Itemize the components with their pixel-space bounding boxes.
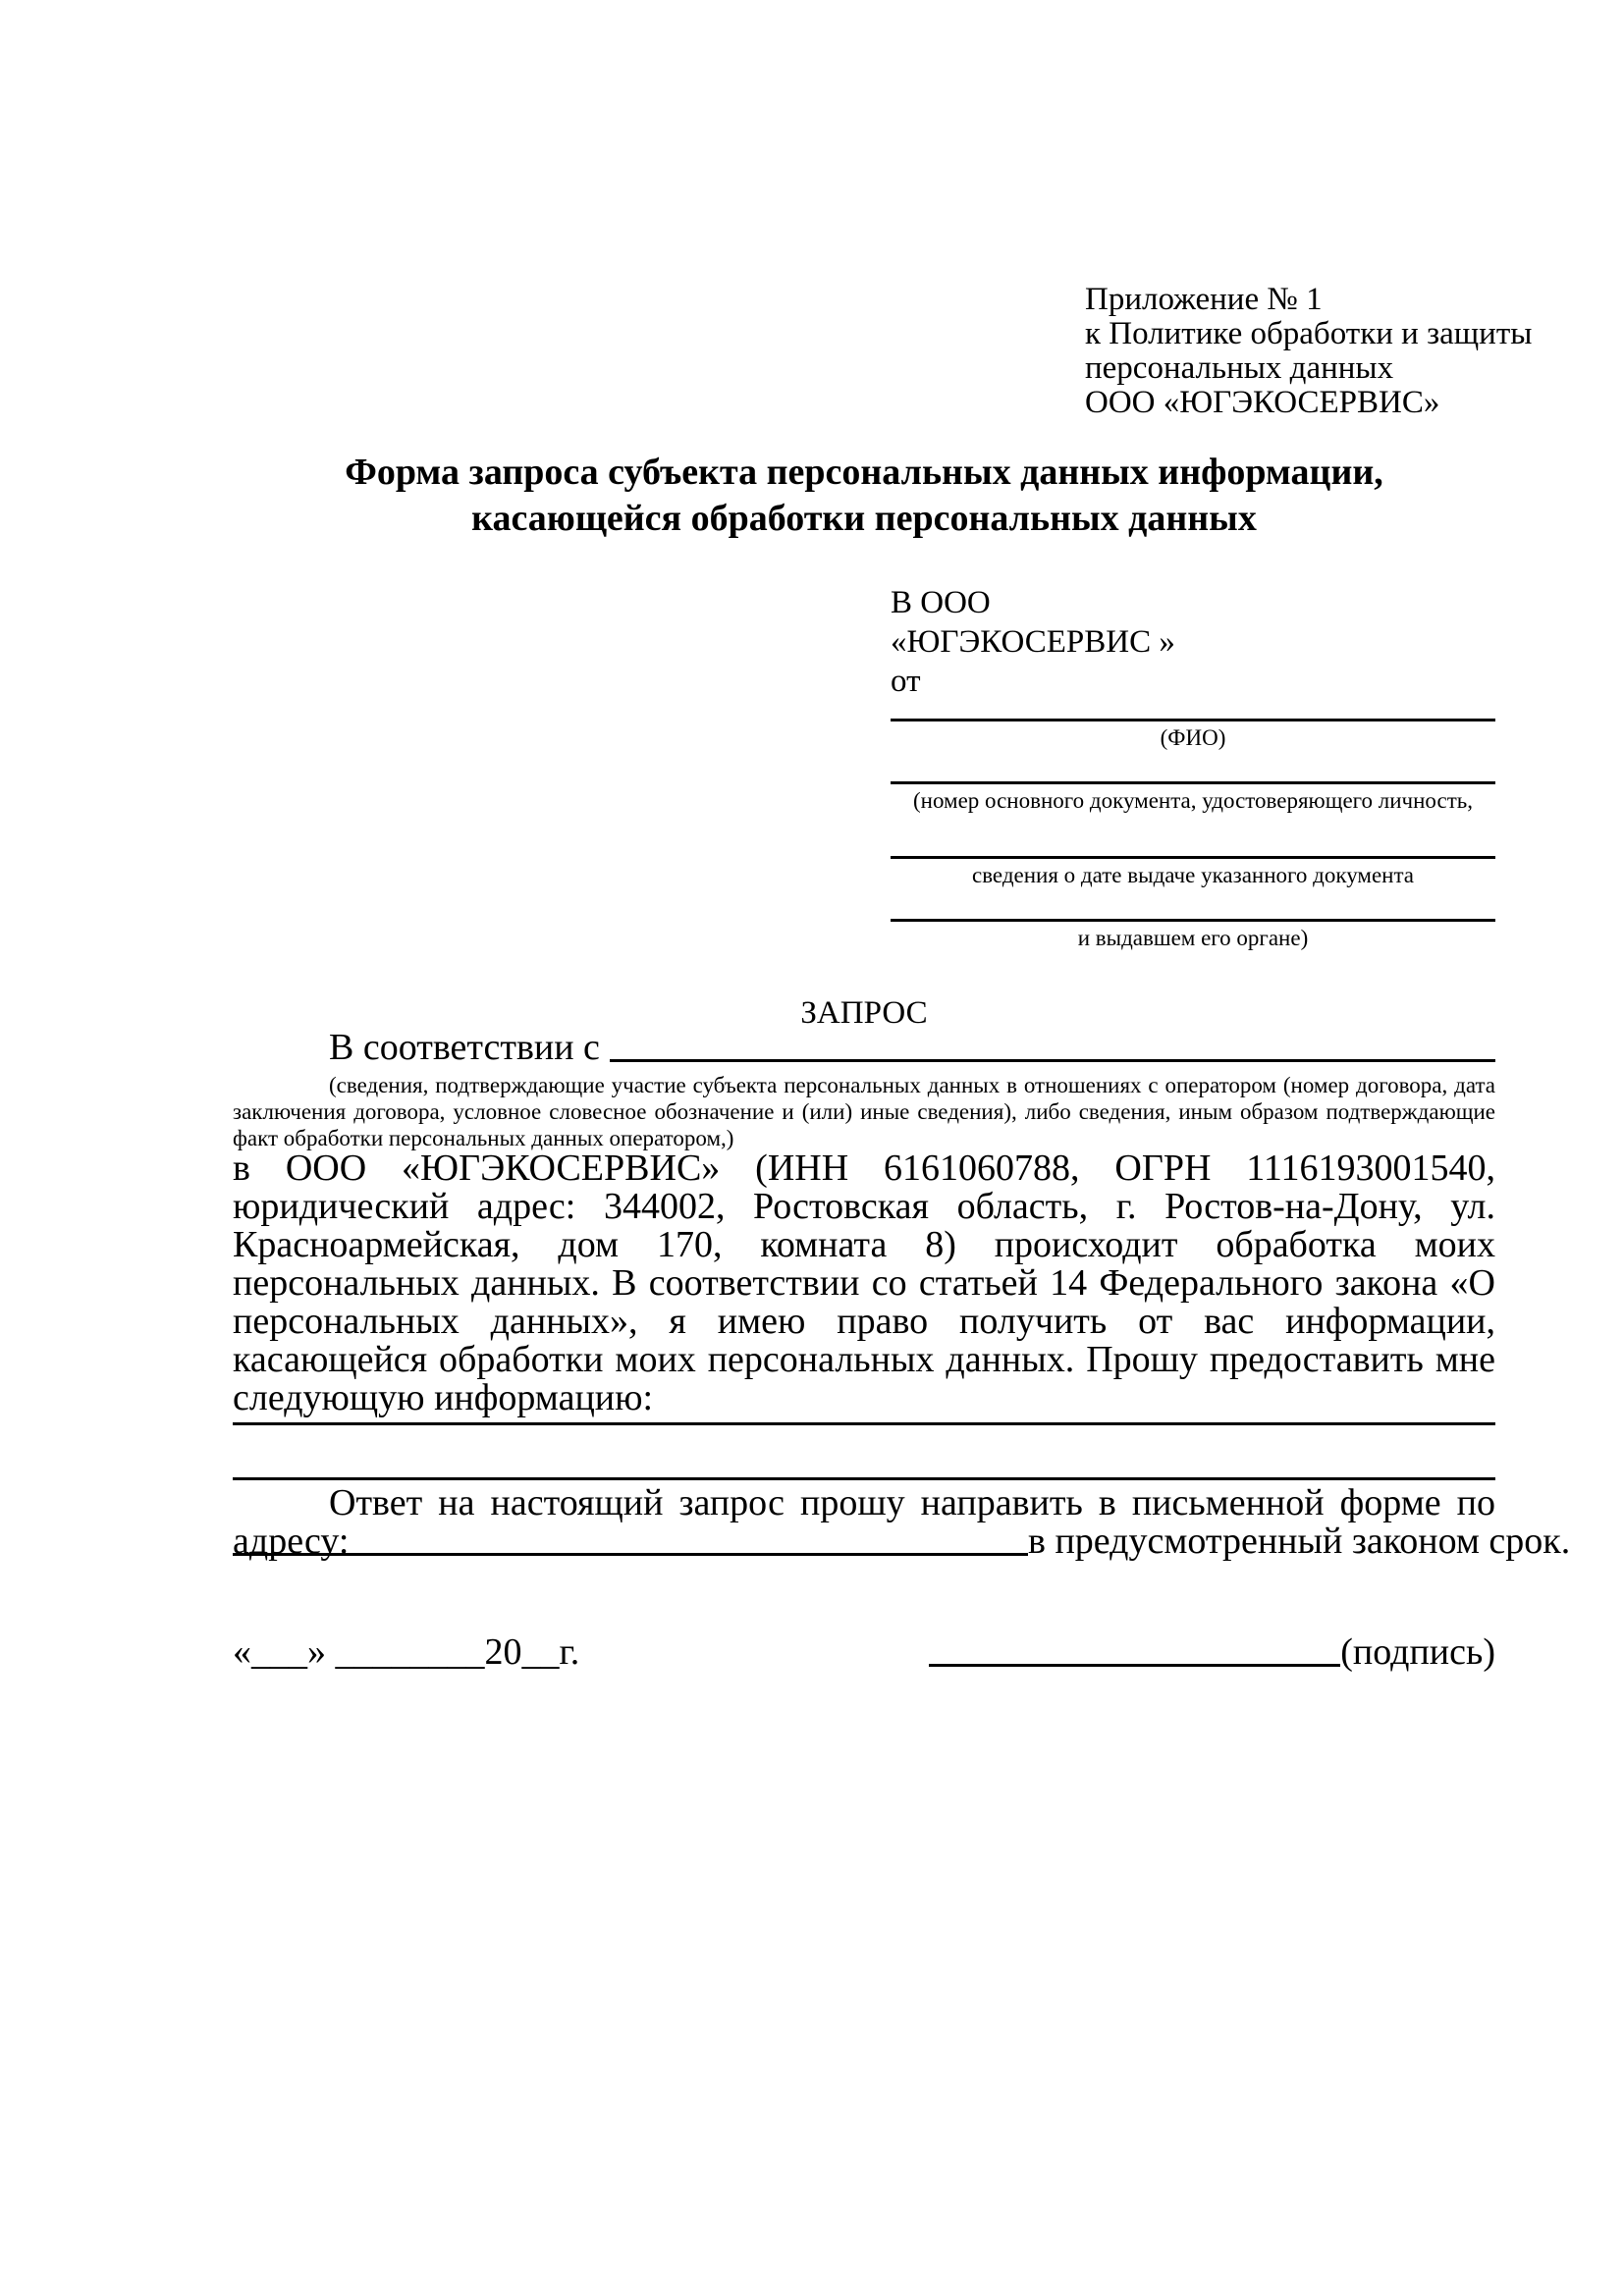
appendix-line: к Политике обработки и защиты — [1085, 316, 1533, 351]
reply-tail-text: в предусмотренный законом срок. — [1028, 1521, 1571, 1562]
document-title — [233, 450, 1495, 542]
request-lead-row — [233, 1029, 1495, 1067]
recipient-line: от — [891, 664, 921, 699]
document-title-line: Форма запроса субъекта персональных данных информации, — [345, 452, 1383, 493]
request-lead-label: В соответствии с — [329, 1027, 600, 1068]
signature-caption: (подпись) — [1340, 1631, 1495, 1673]
date-placeholder: «___» ________20__г. — [233, 1631, 580, 1673]
recipient-line: «ЮГЭКОСЕРВИС » — [891, 624, 1175, 660]
recipient-line: В ООО — [891, 585, 991, 620]
request-lead-blank-line — [610, 1029, 1495, 1062]
issue-date-field-line — [891, 856, 1495, 859]
fio-caption: (ФИО) — [1160, 725, 1226, 750]
appendix-line: Приложение № 1 — [1085, 282, 1323, 317]
fio-field-line — [891, 719, 1495, 721]
recipient-block — [891, 583, 1175, 701]
document-title-line: касающейся обработки персональных данных — [471, 498, 1257, 539]
reply-instruction-line: Ответ на настоящий запрос прошу направить в письменной форме по адресу: — [233, 1482, 1495, 1562]
signature-group — [929, 1633, 1495, 1672]
appendix-line: ООО «ЮГЭКОСЕРВИС» — [1085, 385, 1440, 420]
document-number-field-line — [891, 781, 1495, 784]
date-signature-row — [233, 1633, 1495, 1672]
request-heading: ЗАПРОС — [800, 995, 928, 1031]
document-number-caption: (номер основного документа, удостоверяющего личность, — [912, 788, 1473, 813]
body-paragraph: в ООО «ЮГЭКОСЕРВИС» (ИНН 6161060788, ОГРН 1116193001540, юридический адрес: 344002, Ростовская область, г. Ростов-на-Дону, ул. Красноармейская, дом 170, комната 8) происходит обработка моих персональных данных. В соответствии со статьей 14 Федерального закона «О персональных данных», я имею право получить от вас информации, касающейся обработки моих персональных данных. Прошу предоставить мне следующую информацию: — [233, 1148, 1495, 1418]
issue-date-caption: сведения о дате выдаче указанного документа — [971, 863, 1415, 887]
request-note: (сведения, подтверждающие участие субъекта персональных данных в отношениях с оператором (номер договора, дата заключения договора, условное словесное обозначение и (или) иные сведения), либо сведения, иным образом подтверждающие факт обработки персональных данных оператором,) — [233, 1073, 1495, 1150]
reply-address-blank-line — [233, 1522, 1028, 1556]
appendix-reference — [1085, 283, 1532, 420]
signature-blank-line — [929, 1633, 1340, 1667]
information-blank-line-2 — [233, 1477, 1495, 1480]
issuing-authority-field-line — [891, 919, 1495, 922]
appendix-line: персональных данных — [1085, 350, 1394, 386]
information-blank-line-1 — [233, 1422, 1495, 1425]
issuing-authority-caption: и выдавшем его органе) — [1077, 926, 1309, 950]
